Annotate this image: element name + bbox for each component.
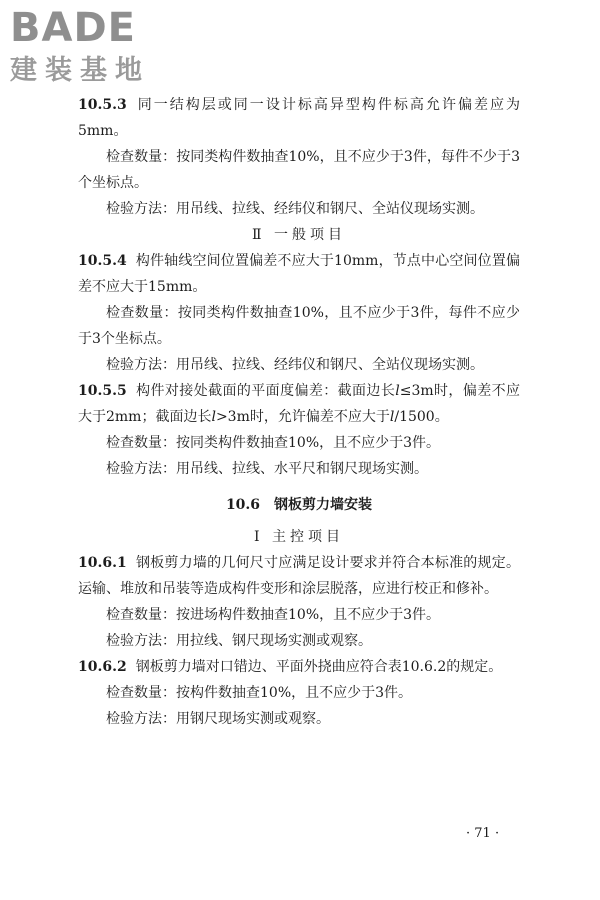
inspection-method: 检验方法：用吊线、拉线、水平尺和钢尺现场实测。 <box>106 461 428 477</box>
inspection-quantity: 检查数量：按同类构件数抽查10%，且不应少于3件，每件不应少于3个坐标点。 <box>78 305 520 347</box>
clause-number: 10.5.5 <box>78 383 127 399</box>
clause-text: ≤3m时，偏差不应大于2mm；截面边长 <box>78 383 521 425</box>
clause-number: 10.6.2 <box>78 659 127 675</box>
clause-text: 构件轴线空间位置偏差不应大于10mm，节点中心空间位置偏差不应大于15mm。 <box>78 253 520 295</box>
inspection-method: 检验方法：用拉线、钢尺现场实测或观察。 <box>106 633 372 649</box>
clause-text: 同一结构层或同一设计标高异型构件标高允许偏差应为5mm。 <box>78 97 520 139</box>
section-heading <box>78 492 520 518</box>
variable-l: l <box>211 409 216 425</box>
logo-subtitle: 建装基地 <box>10 55 150 86</box>
inspection-quantity: 检查数量：按同类构件数抽查10%，且不应少于3件，每件不少于3个坐标点。 <box>78 149 520 191</box>
document-body <box>78 92 520 732</box>
clause-text: 构件对接处截面的平面度偏差：截面边长 <box>135 383 396 399</box>
inspection-quantity: 检查数量：按同类构件数抽查10%，且不应少于3件。 <box>106 435 441 451</box>
variable-l: l <box>389 409 395 425</box>
clause-10-5-3 <box>78 92 520 144</box>
inspection-quantity: 检查数量：按构件数抽查10%，且不应少于3件。 <box>106 685 413 701</box>
clause-10-5-4 <box>78 248 520 300</box>
main-items-heading: Ⅰ 主控项目 <box>254 529 344 545</box>
inspection-method: 检验方法：用钢尺现场实测或观察。 <box>106 711 330 727</box>
clause-text: /1500。 <box>394 409 449 425</box>
variable-l: l <box>395 383 400 399</box>
clause-text: 钢板剪力墙对口错边、平面外挠曲应符合表10.6.2的规定。 <box>135 659 503 675</box>
clause-text: 钢板剪力墙的几何尺寸应满足设计要求并符合本标准的规定。运输、堆放和吊装等造成构件变形和涂层脱落，应进行校正和修补。 <box>78 555 520 597</box>
clause-10-5-5 <box>78 378 520 430</box>
clause-number: 10.5.3 <box>78 97 127 113</box>
general-items-heading: Ⅱ 一般项目 <box>252 227 346 243</box>
logo <box>10 6 185 98</box>
section-number: 10.6 <box>225 497 261 513</box>
clause-text: >3m时，允许偏差不应大于 <box>215 409 390 425</box>
clause-number: 10.5.4 <box>78 253 127 269</box>
inspection-quantity: 检查数量：按进场构件数抽查10%，且不应少于3件。 <box>106 607 441 623</box>
clause-number: 10.6.1 <box>78 555 127 571</box>
clause-10-6-1 <box>78 550 520 602</box>
logo-word: BADE <box>10 5 136 51</box>
page-number: · 71 · <box>466 826 500 841</box>
section-title: 钢板剪力墙安装 <box>274 497 373 513</box>
inspection-method: 检验方法：用吊线、拉线、经纬仪和钢尺、全站仪现场实测。 <box>106 357 484 373</box>
inspection-method: 检验方法：用吊线、拉线、经纬仪和钢尺、全站仪现场实测。 <box>106 201 484 217</box>
clause-10-6-2 <box>78 654 520 680</box>
